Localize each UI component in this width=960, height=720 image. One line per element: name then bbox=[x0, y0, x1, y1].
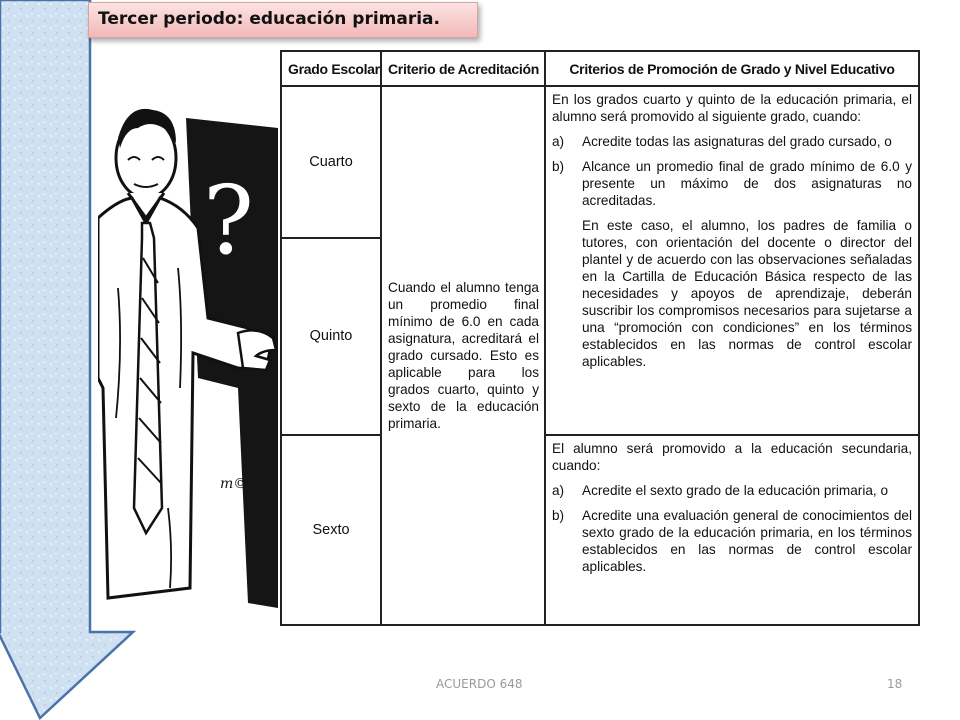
header-promotion: Criterios de Promoción de Grado y Nivel Educativo bbox=[545, 51, 919, 86]
item-mark: b) bbox=[552, 159, 565, 174]
grade-quinto: Quinto bbox=[281, 238, 381, 434]
list-item bbox=[552, 158, 912, 209]
list-item bbox=[552, 507, 912, 575]
slide-title: Tercer periodo: educación primaria. bbox=[98, 9, 440, 29]
footer-label: ACUERDO 648 bbox=[436, 677, 523, 691]
promotion-intro: El alumno será promovido a la educación secundaria, cuando: bbox=[552, 440, 912, 473]
table-row bbox=[281, 86, 919, 238]
promotion-note: En este caso, el alumno, los padres de familia o tutores, con orientación del docente o director del plantel y de acuerdo con las observaciones señaladas en la Cartilla de Educación Básica respecto de las necesidades y apoyos de aprendizaje, deberán suscribir los compromisos necesarios para sujetarse a una “promoción con condiciones” en los términos establecidos en las normas de control escolar aplicables. bbox=[582, 218, 912, 369]
item-text: Acredite una evaluación general de conocimientos del sexto grado de la educación primaria, en los términos establecidos en las normas de control escolar aplicables. bbox=[582, 507, 912, 574]
promotion-cuarto-quinto bbox=[545, 86, 919, 435]
title-box bbox=[88, 2, 478, 38]
artist-signature: m© bbox=[220, 476, 248, 492]
grade-cuarto: Cuarto bbox=[281, 86, 381, 238]
list-item bbox=[552, 133, 912, 150]
board-question-mark: ? bbox=[203, 166, 254, 276]
promotion-sexto bbox=[545, 435, 919, 625]
page-number: 18 bbox=[887, 677, 903, 691]
header-grade: Grado Escolar bbox=[281, 51, 381, 86]
list-item bbox=[552, 482, 912, 499]
promotion-criteria-table bbox=[280, 50, 920, 626]
table-header-row bbox=[281, 51, 919, 86]
item-text: Acredite el sexto grado de la educación primaria, o bbox=[582, 482, 889, 498]
item-text: Alcance un promedio final de grado mínimo de 6.0 y presente un máximo de dos asignaturas no acreditadas. bbox=[582, 159, 912, 208]
accreditation-criterion: Cuando el alumno tenga un promedio final mínimo de 6.0 en cada asignatura, acreditará el grado cursado. Esto es aplicable para los grados cuarto, quinto y sexto de la educación primaria. bbox=[381, 86, 545, 625]
promotion-intro: En los grados cuarto y quinto de la educación primaria, el alumno será promovido al siguiente grado, cuando: bbox=[552, 92, 912, 124]
item-mark: a) bbox=[552, 482, 565, 498]
header-accreditation: Criterio de Acreditación bbox=[381, 51, 545, 86]
teacher-question-mark-icon bbox=[98, 88, 278, 618]
item-mark: b) bbox=[552, 507, 565, 523]
grade-sexto: Sexto bbox=[281, 435, 381, 625]
item-mark: a) bbox=[552, 134, 565, 149]
table-row bbox=[281, 435, 919, 625]
item-text: Acredite todas las asignaturas del grado cursado, o bbox=[582, 134, 892, 149]
